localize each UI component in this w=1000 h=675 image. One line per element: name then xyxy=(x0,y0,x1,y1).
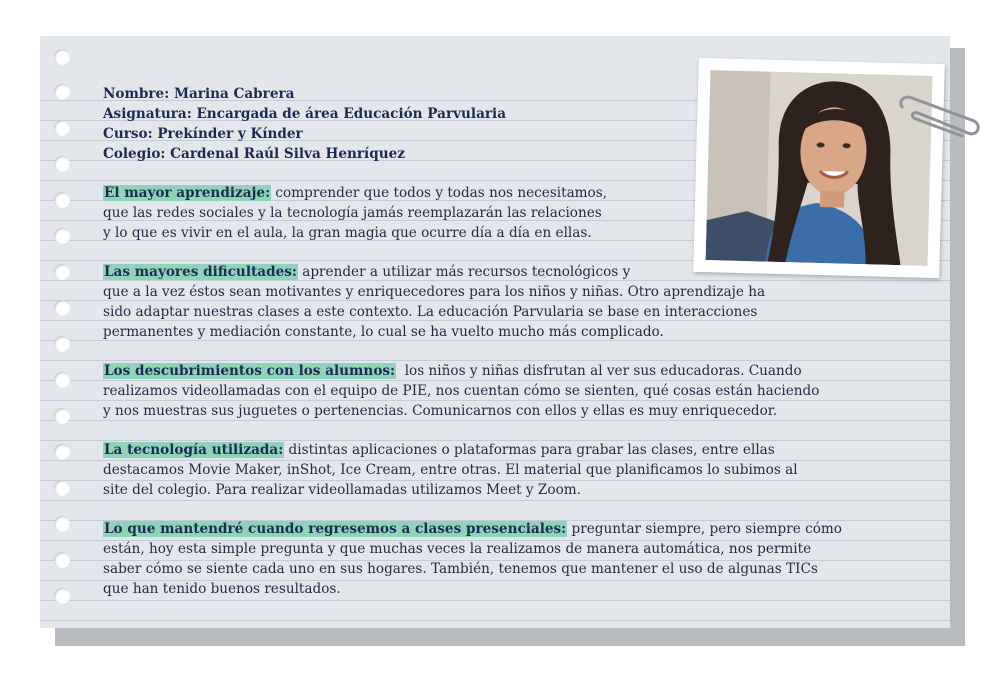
section-text: realizamos videollamadas con el equipo de PIE, nos cuentan cómo se sienten, qué cosas están haciendo xyxy=(103,383,820,399)
section-text: saber cómo se siente cada uno en sus hogares. También, tenemos que mantener el uso de algunas TICs xyxy=(103,561,818,577)
section-text: distintas aplicaciones o plataformas para grabar las clases, entre ellas xyxy=(284,442,775,458)
binder-hole xyxy=(54,300,70,316)
section-technology xyxy=(103,440,903,500)
section-text: permanentes y mediación constante, lo cual se ha vuelto mucho más complicado. xyxy=(103,324,664,340)
binder-hole xyxy=(54,264,70,280)
photo-frame xyxy=(693,58,945,278)
binder-hole xyxy=(54,588,70,604)
profile-subject: Asignatura: Encargada de área Educación Parvularia xyxy=(103,106,507,122)
section-keep xyxy=(103,519,903,599)
section-heading: Lo que mantendré cuando regresemos a clases presenciales: xyxy=(104,521,567,537)
section-heading: El mayor aprendizaje: xyxy=(104,185,271,201)
section-heading: Las mayores dificultades: xyxy=(104,264,297,280)
section-text: site del colegio. Para realizar videollamadas utilizamos Meet y Zoom. xyxy=(103,482,581,498)
section-text: que han tenido buenos resultados. xyxy=(103,581,341,597)
binder-hole xyxy=(54,192,70,208)
section-text: están, hoy esta simple pregunta y que muchas veces la realizamos de manera automática, nos permite xyxy=(103,541,812,557)
binder-hole xyxy=(54,84,70,100)
profile-course: Curso: Prekínder y Kínder xyxy=(103,126,303,142)
binder-hole xyxy=(54,372,70,388)
paperclip-icon xyxy=(896,95,982,145)
section-text: y nos muestras sus juguetes o pertenencias. Comunicarnos con ellos y ellas es muy enriquecedor. xyxy=(103,403,778,419)
binder-hole xyxy=(54,480,70,496)
section-text: que las redes sociales y la tecnología jamás reemplazarán las relaciones xyxy=(103,205,602,221)
binder-hole xyxy=(54,49,70,65)
section-text: que a la vez éstos sean motivantes y enriquecedores para los niños y niñas. Otro aprendizaje ha xyxy=(103,284,766,300)
binder-hole xyxy=(54,444,70,460)
section-text: aprender a utilizar más recursos tecnológicos y xyxy=(297,264,631,280)
section-text: sido adaptar nuestras clases a este contexto. La educación Parvularia se base en interacciones xyxy=(103,304,758,320)
binder-hole xyxy=(54,228,70,244)
binder-hole xyxy=(54,120,70,136)
section-heading: La tecnología utilizada: xyxy=(104,442,284,458)
binder-hole xyxy=(54,156,70,172)
section-text: y lo que es vivir en el aula, la gran magia que ocurre día a día en ellas. xyxy=(103,225,592,241)
binder-hole xyxy=(54,336,70,352)
profile-school: Colegio: Cardenal Raúl Silva Henríquez xyxy=(103,146,405,162)
binder-hole xyxy=(54,552,70,568)
section-text: destacamos Movie Maker, inShot, Ice Cream, entre otras. El material que planificamos lo subimos al xyxy=(103,462,798,478)
section-text: preguntar siempre, pero siempre cómo xyxy=(567,521,842,537)
section-heading: Los descubrimientos con los alumnos: xyxy=(104,363,396,379)
section-text: comprender que todos y todas nos necesitamos, xyxy=(271,185,608,201)
section-text: los niños y niñas disfrutan al ver sus educadoras. Cuando xyxy=(396,363,802,379)
binder-hole xyxy=(54,516,70,532)
binder-hole xyxy=(54,408,70,424)
profile-name: Nombre: Marina Cabrera xyxy=(103,86,295,102)
section-discoveries xyxy=(103,361,903,421)
